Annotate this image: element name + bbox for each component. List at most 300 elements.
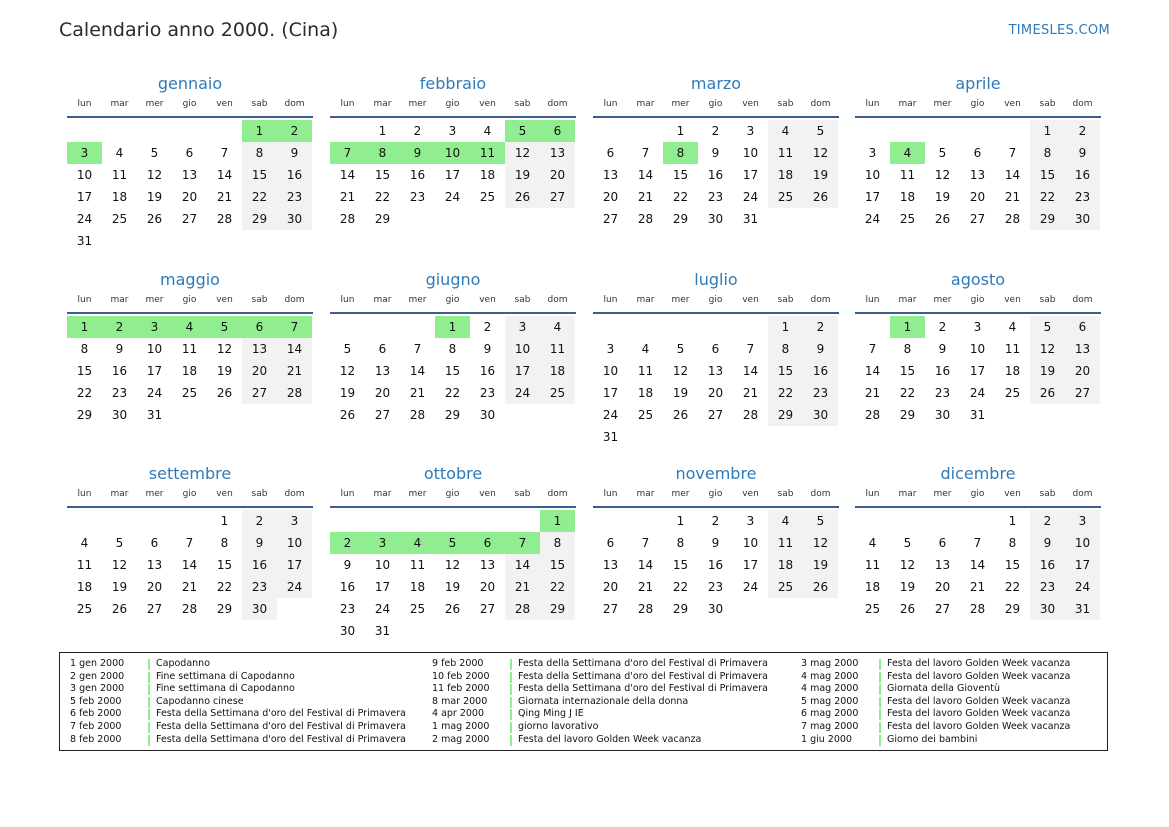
day-cell: 24 xyxy=(374,602,391,616)
day-cell: 19 xyxy=(803,164,838,186)
day-cell: 1 xyxy=(676,124,685,138)
day-cell: 10 xyxy=(146,342,163,356)
legend-date: 3 mag 2000 xyxy=(801,658,859,669)
legend-holiday-name: Qing Ming J IE xyxy=(518,708,584,720)
weekday-label: gio xyxy=(182,295,197,305)
day-cell: 31 xyxy=(374,624,391,638)
weekday-label: dom xyxy=(1072,489,1093,499)
day-cell: 3 xyxy=(137,316,172,338)
legend-holiday-name: Festa del lavoro Golden Week vacanza xyxy=(887,670,1071,682)
day-cell: 31 xyxy=(602,430,619,444)
day-cell: 25 xyxy=(899,212,916,226)
day-cell: 14 xyxy=(637,168,654,182)
day-cell: 19 xyxy=(146,190,163,204)
page-title: Calendario anno 2000. (Cina) xyxy=(59,19,339,41)
day-cell: 7 xyxy=(1008,146,1017,160)
day-cell: 26 xyxy=(444,602,461,616)
day-cell: 4 xyxy=(172,316,207,338)
day-cell: 8 xyxy=(448,342,457,356)
empty-cell xyxy=(330,510,365,532)
day-cell: 26 xyxy=(146,212,163,226)
day-cell: 7 xyxy=(277,316,312,338)
weekday-label: gio xyxy=(708,99,723,109)
legend-date: 11 feb 2000 xyxy=(432,683,490,695)
day-cell: 23 xyxy=(1030,576,1065,598)
day-cell: 26 xyxy=(111,602,128,616)
day-cell: 23 xyxy=(409,190,426,204)
month-name: settembre xyxy=(148,464,232,483)
weekday-label: mer xyxy=(408,99,427,109)
day-cell: 4 xyxy=(868,536,877,550)
day-cell: 9 xyxy=(483,342,492,356)
day-cell: 21 xyxy=(216,190,233,204)
day-cell: 6 xyxy=(378,342,387,356)
day-cell: 18 xyxy=(1004,364,1021,378)
legend-marker xyxy=(148,684,150,695)
day-cell: 22 xyxy=(374,190,391,204)
day-cell: 3 xyxy=(746,124,755,138)
day-cell: 11 xyxy=(768,532,803,554)
legend-holiday-name: Giorno dei bambini xyxy=(887,733,978,745)
day-cell: 28 xyxy=(277,382,312,404)
month-febbraio xyxy=(330,72,576,230)
day-cell: 6 xyxy=(938,536,947,550)
weekday-label: mar xyxy=(898,489,917,499)
day-cell: 24 xyxy=(277,576,312,598)
day-cell: 19 xyxy=(1030,360,1065,382)
empty-cell xyxy=(365,316,400,338)
day-cell: 12 xyxy=(803,142,838,164)
weekday-label: lun xyxy=(865,295,880,305)
day-cell: 27 xyxy=(146,602,163,616)
day-cell: 3 xyxy=(973,320,982,334)
weekday-label: lun xyxy=(340,295,355,305)
weekday-label: dom xyxy=(284,489,305,499)
day-cell: 15 xyxy=(672,558,689,572)
day-cell: 22 xyxy=(540,576,575,598)
day-cell: 27 xyxy=(479,602,496,616)
day-cell: 16 xyxy=(934,364,951,378)
day-cell: 20 xyxy=(242,360,277,382)
day-cell: 2 xyxy=(1065,120,1100,142)
weekday-label: mar xyxy=(373,295,392,305)
weekday-header xyxy=(855,292,1101,314)
legend-holiday-name: Giornata della Gioventù xyxy=(887,683,1001,695)
legend-holiday-name: Festa della Settimana d'oro del Festival di Primavera xyxy=(518,658,768,669)
day-cell: 20 xyxy=(374,386,391,400)
day-cell: 13 xyxy=(540,142,575,164)
legend-marker xyxy=(510,684,512,695)
day-cell: 5 xyxy=(803,510,838,532)
day-cell: 21 xyxy=(742,386,759,400)
day-cell: 2 xyxy=(413,124,422,138)
day-cell: 26 xyxy=(899,602,916,616)
legend-holiday-name: Giornata internazionale della donna xyxy=(518,695,689,707)
day-cell: 24 xyxy=(742,580,759,594)
day-cell: 15 xyxy=(374,168,391,182)
day-cell: 15 xyxy=(242,164,277,186)
day-cell: 16 xyxy=(803,360,838,382)
day-cell: 14 xyxy=(1004,168,1021,182)
day-cell: 26 xyxy=(803,576,838,598)
day-cell: 19 xyxy=(111,580,128,594)
empty-cell xyxy=(995,120,1030,142)
weekday-label: dom xyxy=(547,295,568,305)
day-cell: 20 xyxy=(1065,360,1100,382)
day-cell: 9 xyxy=(803,338,838,360)
day-cell: 13 xyxy=(934,558,951,572)
legend-date: 5 mag 2000 xyxy=(801,695,859,707)
legend-marker xyxy=(148,735,150,746)
day-cell: 6 xyxy=(185,146,194,160)
legend-column xyxy=(432,658,768,746)
legend-date: 1 mag 2000 xyxy=(432,720,490,732)
day-cell: 19 xyxy=(339,386,356,400)
day-cell: 11 xyxy=(637,364,654,378)
day-cell: 29 xyxy=(768,404,803,426)
day-cell: 16 xyxy=(707,168,724,182)
day-cell: 10 xyxy=(602,364,619,378)
legend-date: 1 gen 2000 xyxy=(70,658,125,669)
day-cell: 2 xyxy=(483,320,492,334)
weekday-header xyxy=(593,292,839,314)
day-cell: 18 xyxy=(540,360,575,382)
day-cell: 10 xyxy=(277,532,312,554)
weekday-label: lun xyxy=(77,489,92,499)
weekday-header xyxy=(67,96,313,118)
empty-cell xyxy=(102,120,137,142)
day-cell: 30 xyxy=(803,404,838,426)
day-cell: 23 xyxy=(242,576,277,598)
day-cell: 28 xyxy=(742,408,759,422)
day-cell: 25 xyxy=(540,382,575,404)
empty-cell xyxy=(172,510,207,532)
day-cell: 19 xyxy=(505,164,540,186)
day-grid xyxy=(593,510,839,620)
day-cell: 17 xyxy=(1065,554,1100,576)
day-cell: 1 xyxy=(890,316,925,338)
day-cell: 3 xyxy=(1065,510,1100,532)
day-cell: 21 xyxy=(637,190,654,204)
day-cell: 11 xyxy=(899,168,916,182)
weekday-label: mer xyxy=(145,489,164,499)
weekday-label: mar xyxy=(110,489,129,499)
legend-date: 7 mag 2000 xyxy=(801,720,859,732)
month-settembre xyxy=(67,462,313,620)
day-cell: 19 xyxy=(899,580,916,594)
day-cell: 22 xyxy=(1004,580,1021,594)
month-marzo xyxy=(593,72,839,230)
day-cell: 17 xyxy=(742,168,759,182)
day-cell: 7 xyxy=(973,536,982,550)
weekday-label: sab xyxy=(251,295,268,305)
day-cell: 3 xyxy=(448,124,457,138)
day-cell: 8 xyxy=(365,142,400,164)
month-name: dicembre xyxy=(940,464,1016,483)
day-cell: 22 xyxy=(216,580,233,594)
day-cell: 10 xyxy=(742,536,759,550)
day-cell: 7 xyxy=(641,536,650,550)
weekday-label: sab xyxy=(514,99,531,109)
day-cell: 7 xyxy=(641,146,650,160)
weekday-label: lun xyxy=(77,99,92,109)
day-cell: 5 xyxy=(435,532,470,554)
day-cell: 2 xyxy=(102,316,137,338)
day-cell: 23 xyxy=(277,186,312,208)
legend-entry xyxy=(801,708,1070,721)
legend-marker xyxy=(879,697,881,708)
day-cell: 12 xyxy=(934,168,951,182)
legend-entry xyxy=(801,671,1070,684)
day-cell: 25 xyxy=(864,602,881,616)
month-novembre xyxy=(593,462,839,620)
day-cell: 6 xyxy=(470,532,505,554)
weekday-label: lun xyxy=(603,489,618,499)
legend-date: 6 mag 2000 xyxy=(801,708,859,720)
day-cell: 15 xyxy=(1030,164,1065,186)
weekday-label: sab xyxy=(251,99,268,109)
day-cell: 8 xyxy=(220,536,229,550)
day-cell: 1 xyxy=(220,514,229,528)
weekday-label: dom xyxy=(810,295,831,305)
legend-entry xyxy=(432,671,768,684)
empty-cell xyxy=(505,510,540,532)
weekday-label: ven xyxy=(216,295,233,305)
day-cell: 24 xyxy=(969,386,986,400)
day-cell: 6 xyxy=(150,536,159,550)
month-name: giugno xyxy=(425,270,481,289)
day-cell: 27 xyxy=(242,382,277,404)
day-cell: 7 xyxy=(413,342,422,356)
legend-holiday-name: Fine settimana di Capodanno xyxy=(156,670,295,682)
day-cell: 31 xyxy=(146,408,163,422)
day-grid xyxy=(67,510,313,620)
day-cell: 19 xyxy=(444,580,461,594)
day-grid xyxy=(330,120,576,230)
legend-entry xyxy=(801,683,1070,696)
weekday-label: mar xyxy=(636,295,655,305)
day-cell: 6 xyxy=(606,146,615,160)
legend-marker xyxy=(510,659,512,670)
brand-link[interactable]: TIMESLES.COM xyxy=(1008,23,1110,38)
weekday-header xyxy=(67,292,313,314)
day-cell: 1 xyxy=(378,124,387,138)
day-cell: 28 xyxy=(339,212,356,226)
day-cell: 1 xyxy=(242,120,277,142)
legend-date: 4 mag 2000 xyxy=(801,683,859,695)
weekday-label: gio xyxy=(182,489,197,499)
legend-holiday-name: Festa della Settimana d'oro del Festival di Primavera xyxy=(156,733,406,745)
empty-cell xyxy=(960,120,995,142)
day-cell: 27 xyxy=(374,408,391,422)
day-cell: 23 xyxy=(707,190,724,204)
weekday-label: ven xyxy=(742,99,759,109)
day-cell: 2 xyxy=(330,532,365,554)
legend-entry xyxy=(432,721,768,734)
day-grid xyxy=(855,316,1101,426)
day-cell: 21 xyxy=(637,580,654,594)
legend-holiday-name: Festa del lavoro Golden Week vacanza xyxy=(887,695,1071,707)
day-cell: 29 xyxy=(672,602,689,616)
empty-cell xyxy=(628,316,663,338)
day-cell: 29 xyxy=(540,598,575,620)
day-cell: 24 xyxy=(1065,576,1100,598)
legend-date: 6 feb 2000 xyxy=(70,708,122,720)
day-cell: 30 xyxy=(111,408,128,422)
weekday-label: dom xyxy=(547,99,568,109)
day-cell: 10 xyxy=(374,558,391,572)
empty-cell xyxy=(925,120,960,142)
day-cell: 18 xyxy=(899,190,916,204)
day-cell: 2 xyxy=(803,316,838,338)
day-grid xyxy=(593,316,839,448)
day-cell: 28 xyxy=(216,212,233,226)
day-cell: 21 xyxy=(181,580,198,594)
day-cell: 9 xyxy=(277,142,312,164)
day-cell: 11 xyxy=(540,338,575,360)
weekday-label: dom xyxy=(1072,295,1093,305)
day-cell: 18 xyxy=(409,580,426,594)
day-cell: 13 xyxy=(1065,338,1100,360)
day-cell: 10 xyxy=(742,146,759,160)
legend-marker xyxy=(879,659,881,670)
empty-cell xyxy=(207,120,242,142)
day-cell: 29 xyxy=(242,208,277,230)
day-cell: 20 xyxy=(969,190,986,204)
day-cell: 6 xyxy=(540,120,575,142)
day-cell: 14 xyxy=(505,554,540,576)
weekday-label: dom xyxy=(284,295,305,305)
day-cell: 27 xyxy=(1065,382,1100,404)
day-cell: 13 xyxy=(602,558,619,572)
empty-cell xyxy=(663,316,698,338)
weekday-header xyxy=(855,486,1101,508)
day-cell: 14 xyxy=(339,168,356,182)
weekday-label: sab xyxy=(1039,99,1056,109)
legend-entry xyxy=(70,671,406,684)
day-cell: 6 xyxy=(606,536,615,550)
day-cell: 5 xyxy=(903,536,912,550)
weekday-label: lun xyxy=(865,489,880,499)
weekday-label: ven xyxy=(742,295,759,305)
day-cell: 7 xyxy=(220,146,229,160)
day-cell: 9 xyxy=(1030,532,1065,554)
day-cell: 17 xyxy=(742,558,759,572)
legend-entry xyxy=(801,721,1070,734)
day-grid xyxy=(330,510,576,642)
day-cell: 28 xyxy=(864,408,881,422)
legend-entry xyxy=(70,734,406,747)
month-aprile xyxy=(855,72,1101,230)
empty-cell xyxy=(855,120,890,142)
day-cell: 10 xyxy=(435,142,470,164)
day-cell: 4 xyxy=(768,120,803,142)
weekday-label: lun xyxy=(340,99,355,109)
weekday-label: mer xyxy=(145,99,164,109)
month-name: aprile xyxy=(955,74,1001,93)
day-cell: 12 xyxy=(1030,338,1065,360)
day-cell: 4 xyxy=(890,142,925,164)
day-cell: 23 xyxy=(479,386,496,400)
legend-entry xyxy=(70,708,406,721)
day-grid xyxy=(593,120,839,230)
day-cell: 16 xyxy=(1065,164,1100,186)
month-name: febbraio xyxy=(419,74,487,93)
day-cell: 13 xyxy=(707,364,724,378)
month-name: luglio xyxy=(694,270,738,289)
day-cell: 23 xyxy=(803,382,838,404)
legend-date: 8 feb 2000 xyxy=(70,733,122,745)
weekday-label: sab xyxy=(251,489,268,499)
day-cell: 24 xyxy=(444,190,461,204)
day-cell: 3 xyxy=(868,146,877,160)
day-cell: 21 xyxy=(277,360,312,382)
day-cell: 8 xyxy=(242,142,277,164)
day-cell: 2 xyxy=(711,514,720,528)
day-cell: 11 xyxy=(76,558,93,572)
legend-holiday-name: giorno lavorativo xyxy=(518,720,599,732)
day-cell: 15 xyxy=(76,364,93,378)
weekday-label: mer xyxy=(933,99,952,109)
empty-cell xyxy=(855,316,890,338)
day-cell: 6 xyxy=(242,316,277,338)
day-cell: 16 xyxy=(1030,554,1065,576)
legend-marker xyxy=(879,672,881,683)
day-cell: 14 xyxy=(969,558,986,572)
month-name: maggio xyxy=(160,270,220,289)
day-cell: 10 xyxy=(1065,532,1100,554)
legend-marker xyxy=(510,672,512,683)
empty-cell xyxy=(733,316,768,338)
day-cell: 15 xyxy=(1004,558,1021,572)
day-cell: 20 xyxy=(707,386,724,400)
day-cell: 30 xyxy=(1065,208,1100,230)
legend-holiday-name: Festa della Settimana d'oro del Festival di Primavera xyxy=(518,670,768,682)
day-cell: 20 xyxy=(602,190,619,204)
day-cell: 18 xyxy=(768,554,803,576)
weekday-header xyxy=(593,486,839,508)
legend-marker xyxy=(879,684,881,695)
day-cell: 16 xyxy=(339,580,356,594)
day-cell: 15 xyxy=(540,554,575,576)
day-grid xyxy=(855,510,1101,620)
day-cell: 3 xyxy=(67,142,102,164)
weekday-header xyxy=(330,486,576,508)
weekday-label: gio xyxy=(445,295,460,305)
legend-holiday-name: Festa della Settimana d'oro del Festival di Primavera xyxy=(518,683,768,695)
legend-holiday-name: Festa del lavoro Golden Week vacanza xyxy=(887,720,1071,732)
legend-marker xyxy=(148,697,150,708)
day-cell: 30 xyxy=(1030,598,1065,620)
weekday-label: ven xyxy=(742,489,759,499)
weekday-label: ven xyxy=(1004,99,1021,109)
day-cell: 5 xyxy=(343,342,352,356)
empty-cell xyxy=(925,510,960,532)
day-cell: 3 xyxy=(277,510,312,532)
legend-column xyxy=(70,658,406,746)
weekday-label: mer xyxy=(671,489,690,499)
weekday-label: ven xyxy=(479,99,496,109)
weekday-label: mer xyxy=(408,295,427,305)
day-cell: 20 xyxy=(181,190,198,204)
weekday-label: mar xyxy=(110,295,129,305)
empty-cell xyxy=(593,316,628,338)
day-cell: 24 xyxy=(864,212,881,226)
weekday-label: dom xyxy=(284,99,305,109)
day-cell: 12 xyxy=(216,342,233,356)
day-cell: 9 xyxy=(1065,142,1100,164)
day-cell: 20 xyxy=(934,580,951,594)
